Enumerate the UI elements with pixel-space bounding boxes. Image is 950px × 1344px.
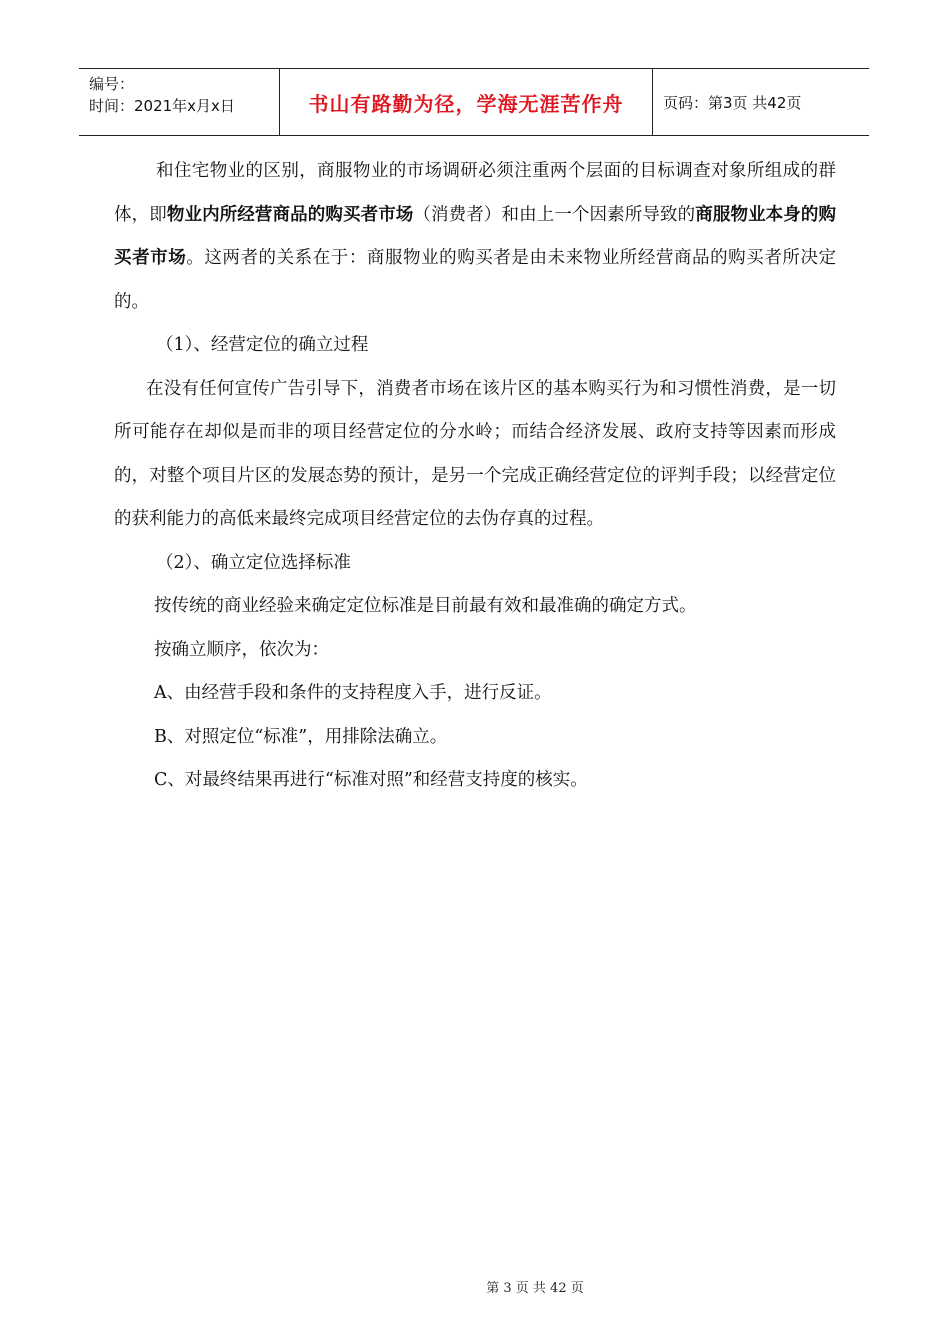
intro-paragraph [114,150,836,324]
section-heading-1: （1）、经营定位的确立过程 [156,335,369,355]
footer-page-number: 第 3 页 共 42 页 [486,1281,584,1296]
header-page-info: 页码：第3页 共42页 [663,93,802,112]
document-time-label: 时间：2021年x月x日 [89,97,235,115]
section-heading-2: （2）、确立定位选择标准 [156,552,351,573]
header-motto: 书山有路勤为径，学海无涯苦作舟 [308,91,624,116]
document-number-label: 编号： [89,75,135,93]
list-item-a: A、由经营手段和条件的支持程度入手，进行反证。 [154,683,552,703]
page-footer [0,1277,950,1296]
paragraph-standard-method: 按传统的商业经验来确定定位标准是目前最有效和最准确的确定方式。 [154,596,697,616]
intro-bold-1: 物业内所经营商品的购买者市场 [166,204,414,225]
list-item-c: C、对最终结果再进行“标准对照”和经营支持度的核实。 [154,770,588,790]
paragraph-order-intro: 按确立顺序，依次为： [154,639,329,660]
document-body [114,150,836,803]
header-motto-cell [280,69,653,135]
intro-text-1: 和住宅物业的区别，商服物业的市场调研必须注重两个层面的目标调查对象所组成的群体，即 [114,161,836,225]
intro-text-3: 。这两者的关系在于：商服物业的购买者是由未来物业所经营商品的购买者所决定的。 [114,248,837,312]
paragraph-positioning-process: 在没有任何宣传广告引导下，消费者市场在该片区的基本购买行为和习惯性消费，是一切所可能存在却似是而非的项目经营定位的分水岭；而结合经济发展、政府支持等因素而形成的，对整个项目片区的发展态势的预计，是另一个完成正确经营定位的评判手段；以经营定位的获利能力的高低来最终完成项目经营定位的去伪存真的过程。 [114,378,836,529]
list-item-b: B、对照定位“标准”，用排除法确立。 [154,726,448,747]
intro-text-2: （消费者）和由上一个因素所导致的 [413,204,696,225]
intro-bold-2: 商服物业本身的购买者市场 [114,204,837,268]
document-header [79,68,869,136]
header-page-cell [653,69,869,135]
header-meta [79,69,280,135]
